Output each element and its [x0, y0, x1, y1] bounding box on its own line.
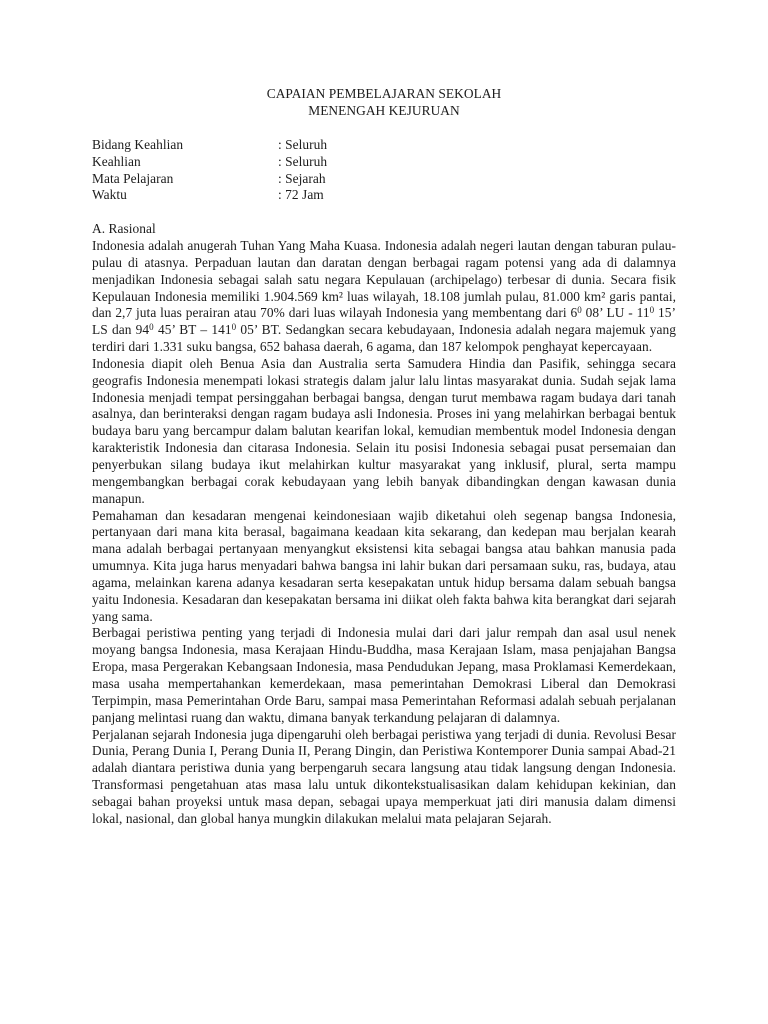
degree-superscript: 0	[149, 322, 154, 333]
meta-value: : Seluruh	[278, 136, 328, 152]
paragraph-1-text-c: 15’ LS dan 94	[92, 305, 676, 338]
meta-label: Keahlian	[92, 153, 141, 169]
document-title-line-1: CAPAIAN PEMBELAJARAN SEKOLAH	[266, 86, 502, 101]
section-heading-rasional: A. Rasional	[92, 221, 156, 237]
meta-value: : Sejarah	[278, 170, 326, 186]
degree-superscript: 0	[577, 305, 582, 316]
paragraph-1-text-a: Indonesia adalah anugerah Tuhan Yang Maha Kuasa. Indonesia adalah negeri lautan dengan taburan pulau-pulau di atasnya. Perpaduan lautan dan daratan dengan berbagai ragam potensi yang ada di dalamnya menjadikan Indonesia sebagai salah satu negara Kepulauan (archipelago) terbesar di dunia. Secara fisik Kepulauan Indonesia memiliki 1.904.569 km² luas wilayah, 18.108 jumlah pulau, 81.000 km² garis pantai, dan 2,7 juta luas perairan atau 70% dari luas wilayah Indonesia yang membentang dari 6	[92, 238, 676, 321]
paragraph-1-text-e: 05’ BT. Sedangkan secara kebudayaan, Indonesia adalah negara majemuk yang terdiri dari 1.331 suku bangsa, 652 bahasa daerah, 6 agama, dan 187 kelompok penghayat kepercayaan.	[92, 322, 677, 355]
degree-superscript: 0	[231, 322, 237, 333]
meta-label: Waktu	[92, 187, 127, 203]
paragraph-4: Berbagai peristiwa penting yang terjadi di Indonesia mulai dari dari jalur rempah dan asal usul nenek moyang bangsa Indonesia, masa Kerajaan Hindu-Buddha, masa Kerajaan Islam, masa penjajahan Bangsa Eropa, masa Pergerakan Kebangsaan Indonesia, masa Pendudukan Jepang, masa Proklamasi Kemerdekaan, masa usaha mempertahankan kemerdekaan, masa pemerintahan Demokrasi Liberal dan Demokrasi Terpimpin, masa Pemerintahan Orde Baru, sampai masa Pemerintahan Reformasi adalah sebuah perjalanan panjang melintasi ruang dan waktu, dimana banyak terkandung pelajaran di dalamnya.	[92, 625, 676, 725]
paragraph-1-text-d: 45’ BT – 141	[153, 322, 232, 338]
document-title-line-2: MENENGAH KEJURUAN	[308, 102, 460, 118]
meta-value: : Seluruh	[278, 153, 328, 169]
paragraph-5: Perjalanan sejarah Indonesia juga dipengaruhi oleh berbagai peristiwa yang terjadi di dunia. Revolusi Besar Dunia, Perang Dunia I, Perang Dunia II, Perang Dingin, dan Peristiwa Kontemporer Dunia sampai Abad-21 adalah diantara peristiwa dunia yang berpengaruh secara langsung atau tidak langsung dengan Indonesia. Transformasi pengetahuan atas masa lalu untuk dikontekstualisasikan dalam kehidupan kekinian, dan sebagai bahan proyeksi untuk masa depan, sebagai upaya memperkuat jati diri manusia dalam dimensi lokal, nasional, dan global hanya mungkin dilakukan melalui mata pelajaran Sejarah.	[92, 726, 676, 826]
paragraph-1-text-b: 08’ LU - 11	[581, 305, 650, 321]
meta-row-mata-pelajaran	[92, 171, 676, 188]
document-page	[92, 86, 676, 828]
meta-label: Bidang Keahlian	[92, 136, 184, 152]
degree-superscript: 0	[649, 305, 655, 316]
meta-value: : 72 Jam	[278, 187, 324, 203]
document-meta-table	[92, 137, 676, 204]
paragraph-3: Pemahaman dan kesadaran mengenai keindonesiaan wajib diketahui oleh segenap bangsa Indonesia, pertanyaan dari mana kita berasal, bagaimana keadaan kita sekarang, dan kedepan mau berjalan kearah mana adalah berbagai pertanyaan menyangkut eksistensi kita sebagai bangsa atau bahkan manusia pada umumnya. Kita juga harus menyadari bahwa bangsa ini lahir bukan dari persamaan suku, ras, budaya, atau agama, melainkan karena adanya kesadaran serta kesepakatan untuk hidup bersama dalam sebuah bangsa yaitu Indonesia. Kesadaran dan kesepakatan bersama ini diikat oleh fakta bahwa kita berangkat dari sejarah yang sama.	[92, 507, 676, 624]
paragraph-2: Indonesia diapit oleh Benua Asia dan Australia serta Samudera Hindia dan Pasifik, sehingga secara geografis Indonesia menempati lokasi strategis dalam jalur lalu lintas masyarakat dunia. Sudah sejak lama Indonesia menjadi tempat persinggahan berbagai bangsa, dengan turut membawa ragam budaya dari tanah asalnya, dan berinteraksi dengan ragam budaya asli Indonesia. Proses ini yang melahirkan berbagai bentuk budaya baru yang bercampur dalam balutan kearifan lokal, kemudian membentuk model Indonesia dengan karakteristik Indonesia dan citarasa Indonesia. Selain itu posisi Indonesia sebagai pusat persemaian dan penyerbukan silang budaya ikut melahirkan kultur masyarakat yang inklusif, plural, serta mampu mengembangkan berbagai corak kebudayaan yang lebih banyak dibandingkan dengan kawasan dunia manapun.	[92, 355, 676, 506]
meta-row-bidang-keahlian	[92, 137, 676, 154]
paragraph-1	[92, 238, 676, 356]
meta-label: Mata Pelajaran	[92, 170, 174, 186]
meta-row-waktu	[92, 187, 676, 204]
meta-row-keahlian	[92, 154, 676, 171]
